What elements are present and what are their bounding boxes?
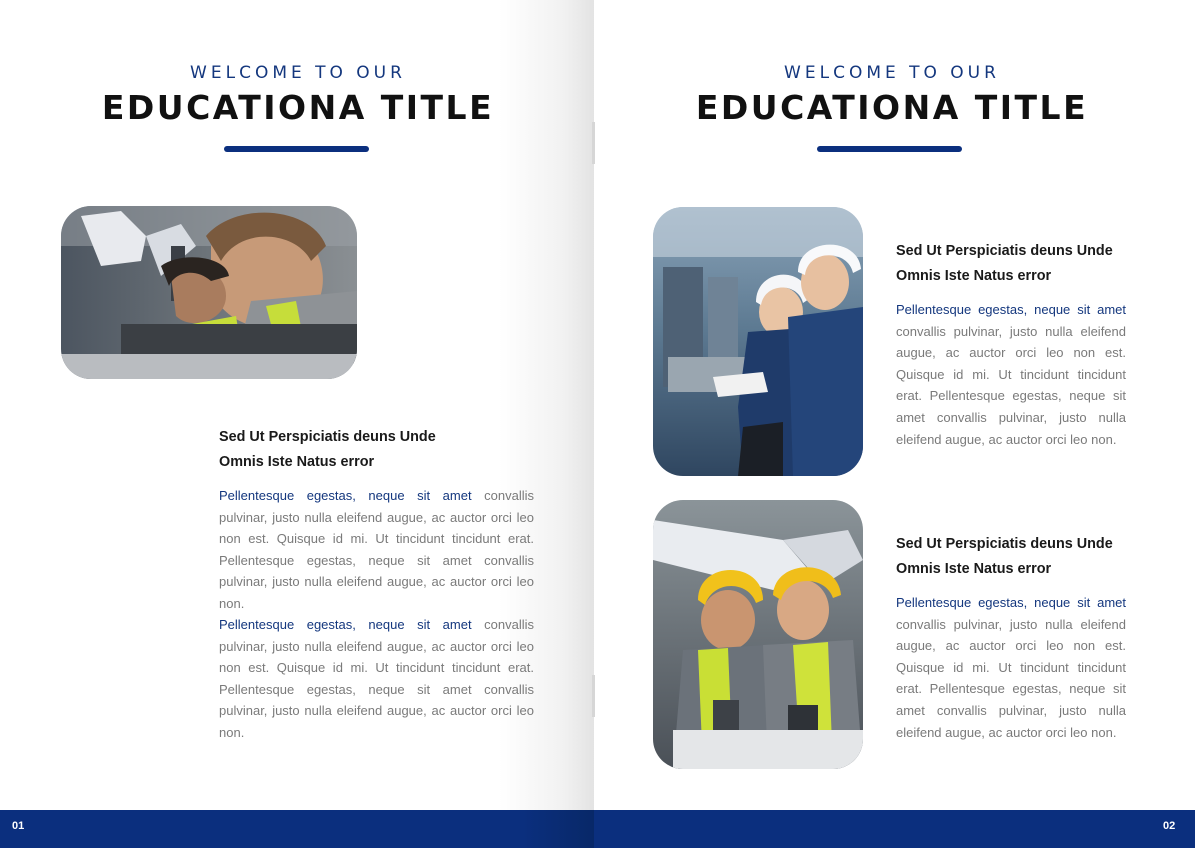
engineers-robot-photo <box>61 206 357 379</box>
right-page <box>594 0 1195 848</box>
right-section-1-lead: Pellentesque egestas, neque sit amet <box>896 302 1126 317</box>
right-kicker: WELCOME TO OUR <box>784 63 1000 83</box>
right-title-underline <box>817 146 962 152</box>
left-kicker: WELCOME TO OUR <box>190 63 406 83</box>
left-heading-line2: Omnis Iste Natus error <box>219 454 375 470</box>
page-number-left: 01 <box>12 820 25 832</box>
left-title: EDUCATIONA TITLE <box>101 88 495 127</box>
right-section-2-lead: Pellentesque egestas, neque sit amet <box>896 595 1126 610</box>
engineers-yellow-helmets-photo <box>653 500 863 769</box>
left-title-underline <box>224 146 369 152</box>
right-section-2-heading <box>896 532 1195 582</box>
left-paragraph-1-lead: Pellentesque egestas, neque sit amet <box>219 488 472 503</box>
right-section-2-heading-line1: Sed Ut Perspiciatis deuns Unde <box>896 536 1113 552</box>
left-page <box>0 0 594 848</box>
left-paragraph-2-body: convallis pulvinar, justo nulla eleifend augue, ac auctor orci leo non est. Quisque id mi. Ut tincidunt tincidunt erat. Pellentesque egestas, neque sit amet convallis pulvinar, justo nulla eleifend augue, ac auctor orci leo non. <box>219 617 535 740</box>
left-paragraph-2-lead: Pellentesque egestas, neque sit amet <box>219 617 472 632</box>
right-section-2-paragraph <box>896 592 1126 743</box>
right-section-1-heading-line1: Sed Ut Perspiciatis deuns Unde <box>896 243 1113 259</box>
left-paragraph-1-body: convallis pulvinar, justo nulla eleifend augue, ac auctor orci leo non est. Quisque id mi. Ut tincidunt tincidunt erat. Pellentesque egestas, neque sit amet convallis pulvinar, justo nulla eleifend augue, ac auctor orci leo non. <box>219 488 535 611</box>
spine-mark-bottom <box>592 675 595 717</box>
right-section-2-heading-line2: Omnis Iste Natus error <box>896 561 1052 577</box>
right-section-1-body: convallis pulvinar, justo nulla eleifend augue, ac auctor orci leo non est. Quisque id mi. Ut tincidunt tincidunt erat. Pellentesque egestas, neque sit amet convallis pulvinar, justo nulla eleifend augue, ac auctor orci leo non. <box>896 323 1126 447</box>
left-footer-bar <box>0 810 594 848</box>
right-footer-bar <box>594 810 1195 848</box>
left-section-heading <box>219 425 549 475</box>
right-section-2-body: convallis pulvinar, justo nulla eleifend augue, ac auctor orci leo non est. Quisque id mi. Ut tincidunt tincidunt erat. Pellentesque egestas, neque sit amet convallis pulvinar, justo nulla eleifend augue, ac auctor orci leo non. <box>896 616 1126 740</box>
right-section-1-heading-line2: Omnis Iste Natus error <box>896 268 1052 284</box>
page-number-right: 02 <box>1163 820 1176 832</box>
spine-mark-top <box>592 122 595 164</box>
left-paragraph-1 <box>219 485 534 615</box>
right-section-1-paragraph <box>896 299 1126 450</box>
left-paragraph-2 <box>219 614 534 744</box>
right-section-1-heading <box>896 239 1195 289</box>
right-title: EDUCATIONA TITLE <box>695 88 1089 127</box>
left-heading-line1: Sed Ut Perspiciatis deuns Unde <box>219 429 436 445</box>
factory-workers-photo <box>653 207 863 476</box>
